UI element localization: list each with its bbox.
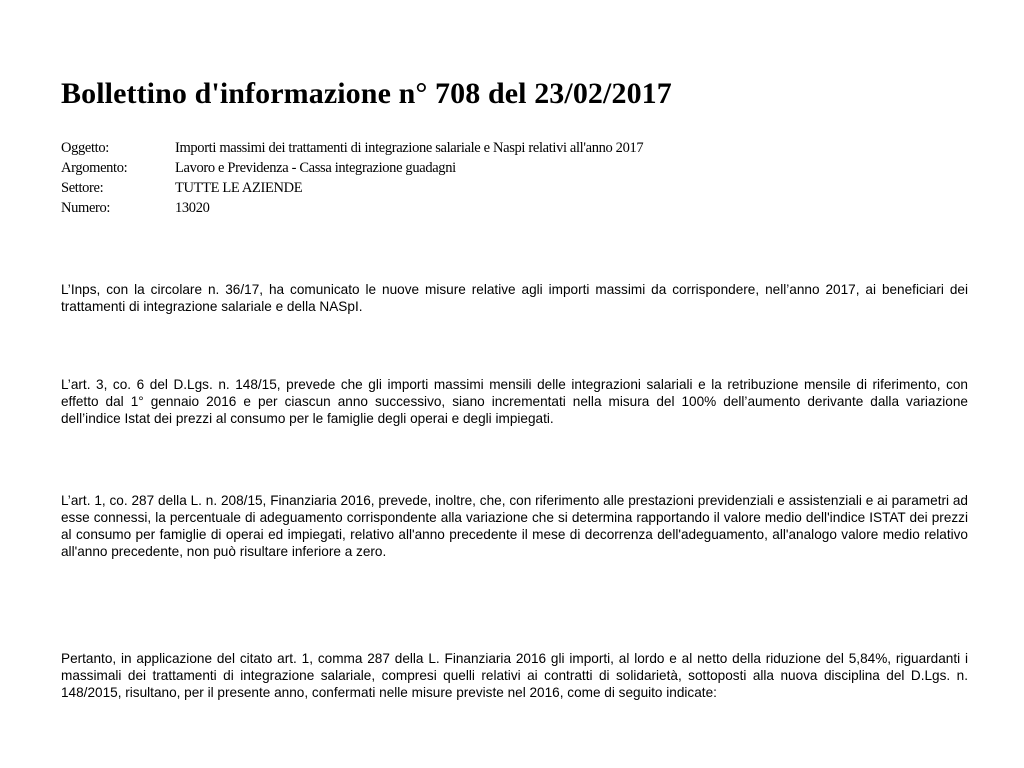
document-title: Bollettino d'informazione n° 708 del 23/02/2017: [61, 77, 672, 110]
body-paragraph-3: L’art. 1, co. 287 della L. n. 208/15, Finanziaria 2016, prevede, inoltre, che, con riferimento alle prestazioni previdenziali e assistenziali e ai parametri ad esse connessi, la percentuale di adeguamento corrispondente alla variazione che si determina rapportando il valore medio dell'indice ISTAT dei prezzi al consumo per famiglie di operai ed impiegati, relativo all'anno precedente il mese di decorrenza dell'adeguamento, all'analogo valore medio relativo all'anno precedente, non può risultare inferiore a zero.: [61, 493, 968, 559]
body-paragraph-1: L’Inps, con la circolare n. 36/17, ha comunicato le nuove misure relative agli importi massimi da corrispondere, nell’anno 2017, ai beneficiari dei trattamenti di integrazione salariale e della NASpI.: [61, 282, 968, 314]
meta-key: Oggetto:: [61, 140, 109, 156]
meta-value: Lavoro e Previdenza - Cassa integrazione guadagni: [175, 160, 456, 176]
meta-key: Numero:: [61, 200, 111, 216]
meta-row-oggetto: [61, 138, 643, 158]
meta-row-argomento: [61, 158, 643, 178]
meta-row-settore: [61, 178, 643, 198]
body-paragraph-4: Pertanto, in applicazione del citato art. 1, comma 287 della L. Finanziaria 2016 gli importi, al lordo e al netto della riduzione del 5,84%, riguardanti i massimali dei trattamenti di integrazione salariale, compresi quelli relativi ai contratti di solidarietà, sottoposti alla nuova disciplina del D.Lgs. n. 148/2015, risultano, per il presente anno, confermati nelle misure previste nel 2016, come di seguito indicate:: [61, 651, 968, 700]
meta-key: Settore:: [61, 180, 104, 196]
meta-value: Importi massimi dei trattamenti di integrazione salariale e Naspi relativi all'anno 2017: [175, 140, 644, 156]
body-paragraph-2: L’art. 3, co. 6 del D.Lgs. n. 148/15, prevede che gli importi massimi mensili delle integrazioni salariali e la retribuzione mensile di riferimento, con effetto dal 1° gennaio 2016 e per ciascun anno successivo, siano incrementati nella misura del 100% dell’aumento derivante dalla variazione dell’indice Istat dei prezzi al consumo per le famiglie degli operai e degli impiegati.: [61, 377, 968, 426]
meta-value: 13020: [175, 200, 210, 216]
meta-key: Argomento:: [61, 160, 128, 176]
meta-value: TUTTE LE AZIENDE: [175, 180, 303, 196]
document-metadata: [61, 138, 643, 218]
meta-row-numero: [61, 198, 643, 218]
